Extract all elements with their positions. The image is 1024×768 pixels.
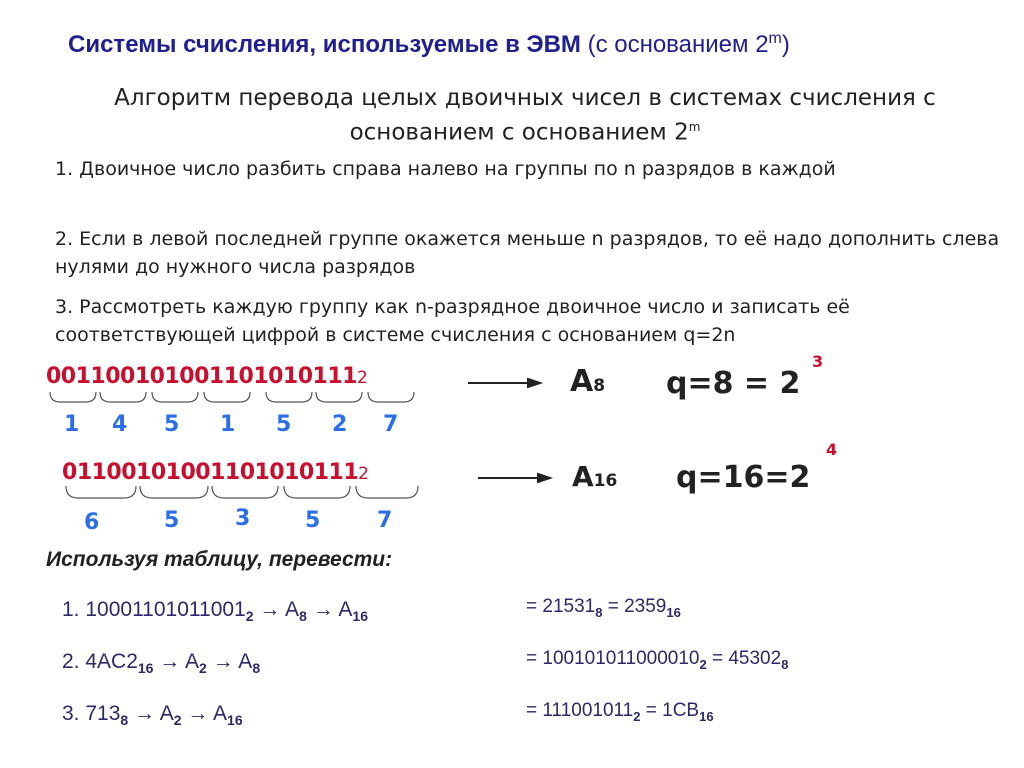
brace-8-7 bbox=[368, 392, 414, 402]
arrow-16-head bbox=[538, 474, 550, 482]
brace-16-4 bbox=[284, 486, 350, 498]
answer-3-sub1: 2 bbox=[633, 708, 641, 724]
task-1-sub1: 2 bbox=[245, 608, 254, 625]
brace-16-2 bbox=[140, 486, 208, 498]
digit-16-2: 5 bbox=[164, 508, 180, 533]
task-3-arrow1: → A bbox=[128, 702, 174, 725]
title-exp: m bbox=[768, 30, 782, 47]
brace-8-6 bbox=[316, 392, 362, 402]
answer-2-part2: = 45302 bbox=[706, 648, 782, 669]
arrows bbox=[468, 379, 550, 482]
brace-8-3 bbox=[152, 392, 198, 402]
task-2-sub1: 16 bbox=[137, 660, 154, 677]
result-a8 bbox=[570, 364, 605, 399]
digit-8-4: 1 bbox=[220, 412, 236, 437]
answer-3 bbox=[526, 700, 714, 724]
answer-1-part1: = 21531 bbox=[526, 596, 596, 617]
q8-formula: q=8 = 2 bbox=[666, 366, 801, 401]
step-2: 2. Если в левой последней группе окажется меньше n разрядов, то её надо дополнить слева нулями до нужного числа разрядов bbox=[55, 228, 1000, 278]
task-3-sub2: 2 bbox=[173, 712, 182, 729]
answer-2-sub2: 8 bbox=[781, 656, 789, 672]
task-3-sub1: 8 bbox=[120, 712, 129, 729]
binary-bits-8: 1100101001101010111 bbox=[75, 364, 357, 389]
task-2-number: 2. 4AC2 bbox=[62, 650, 138, 673]
task-2-arrow2: → A bbox=[206, 650, 253, 673]
binary-base-16: 2 bbox=[358, 464, 369, 484]
task-3-arrow2: → A bbox=[181, 702, 228, 725]
digit-16-4: 5 bbox=[305, 508, 321, 533]
answer-2-part1: = 100101011000010 bbox=[526, 648, 700, 669]
task-3 bbox=[62, 702, 243, 728]
algorithm-line2: основанием с основанием 2 bbox=[349, 119, 689, 146]
result-a16-sub: 16 bbox=[593, 471, 618, 491]
brace-16-3 bbox=[212, 486, 278, 498]
answer-3-sub2: 16 bbox=[699, 708, 714, 724]
algorithm-line1: Алгоритм перевода целых двоичных чисел в системах счисления с bbox=[114, 85, 936, 111]
task-1-number: 1. 10001101011001 bbox=[62, 598, 246, 621]
task-3-sub3: 16 bbox=[227, 712, 243, 729]
digit-8-6: 2 bbox=[332, 412, 348, 437]
algorithm-exp: m bbox=[688, 120, 701, 134]
brace-8-5 bbox=[266, 392, 312, 402]
brace-8-4 bbox=[204, 392, 250, 402]
braces-16 bbox=[66, 486, 418, 498]
table-prompt: Используя таблицу, перевести: bbox=[46, 548, 393, 571]
task-1 bbox=[62, 598, 368, 624]
arrow-8-head bbox=[528, 379, 540, 387]
digit-8-2: 4 bbox=[112, 412, 128, 437]
digit-16-3: 3 bbox=[235, 506, 251, 531]
answer-1 bbox=[526, 596, 681, 620]
task-2-arrow1: → A bbox=[153, 650, 199, 673]
digit-16-1: 6 bbox=[84, 510, 100, 535]
answer-1-sub1: 8 bbox=[595, 604, 603, 620]
title-paren: (с основанием 2 bbox=[580, 31, 769, 58]
brace-16-1 bbox=[66, 486, 136, 498]
digit-8-7: 7 bbox=[383, 412, 399, 437]
digit-16-5: 7 bbox=[377, 508, 393, 533]
binary-number-16 bbox=[62, 460, 369, 485]
answer-2 bbox=[526, 648, 788, 672]
step-1: 1. Двоичное число разбить справа налево на группы по n разрядов в каждой bbox=[55, 158, 836, 180]
task-2-sub2: 2 bbox=[199, 660, 207, 677]
digit-8-1: 1 bbox=[64, 412, 80, 437]
binary-pad-16: 0 bbox=[62, 460, 77, 485]
task-2-sub3: 8 bbox=[252, 660, 261, 677]
answer-1-part2: = 2359 bbox=[602, 596, 667, 617]
task-1-arrow1: → A bbox=[253, 598, 300, 621]
q16-exponent: 4 bbox=[826, 440, 838, 459]
result-a16 bbox=[572, 460, 617, 493]
binary-base-8: 2 bbox=[356, 368, 368, 388]
answer-3-part1: = 111001011 bbox=[526, 700, 634, 721]
braces-8 bbox=[50, 392, 414, 402]
answer-2-sub1: 2 bbox=[699, 656, 707, 672]
q16-formula: q=16=2 bbox=[676, 460, 811, 495]
result-a8-letter: A bbox=[570, 364, 594, 399]
task-3-number: 3. 713 bbox=[62, 702, 121, 725]
task-1-sub2: 8 bbox=[299, 608, 307, 625]
brace-8-2 bbox=[100, 392, 146, 402]
digit-8-5: 5 bbox=[276, 412, 292, 437]
answer-3-part2: = 1CB bbox=[640, 700, 700, 721]
title-main: Системы счисления, используемые в ЭВМ bbox=[68, 31, 581, 58]
result-a8-sub: 8 bbox=[593, 376, 606, 396]
brace-16-5 bbox=[356, 486, 418, 498]
task-1-sub3: 16 bbox=[352, 608, 368, 625]
task-1-arrow2: → A bbox=[306, 598, 353, 621]
binary-pad-8: 00 bbox=[46, 364, 76, 389]
title-paren-close: ) bbox=[781, 31, 790, 58]
task-2 bbox=[62, 650, 260, 676]
brace-8-1 bbox=[50, 392, 96, 402]
step-3: 3. Рассмотреть каждую группу как n-разрядное двоичное число и записать её соответствующей цифрой в системе счисления с основанием q=2n bbox=[55, 296, 850, 346]
result-a16-letter: A bbox=[572, 460, 594, 493]
binary-bits-16: 1100101001101010111 bbox=[76, 460, 359, 485]
q8-exponent: 3 bbox=[812, 352, 824, 371]
digit-8-3: 5 bbox=[164, 412, 180, 437]
answer-1-sub2: 16 bbox=[666, 604, 681, 620]
